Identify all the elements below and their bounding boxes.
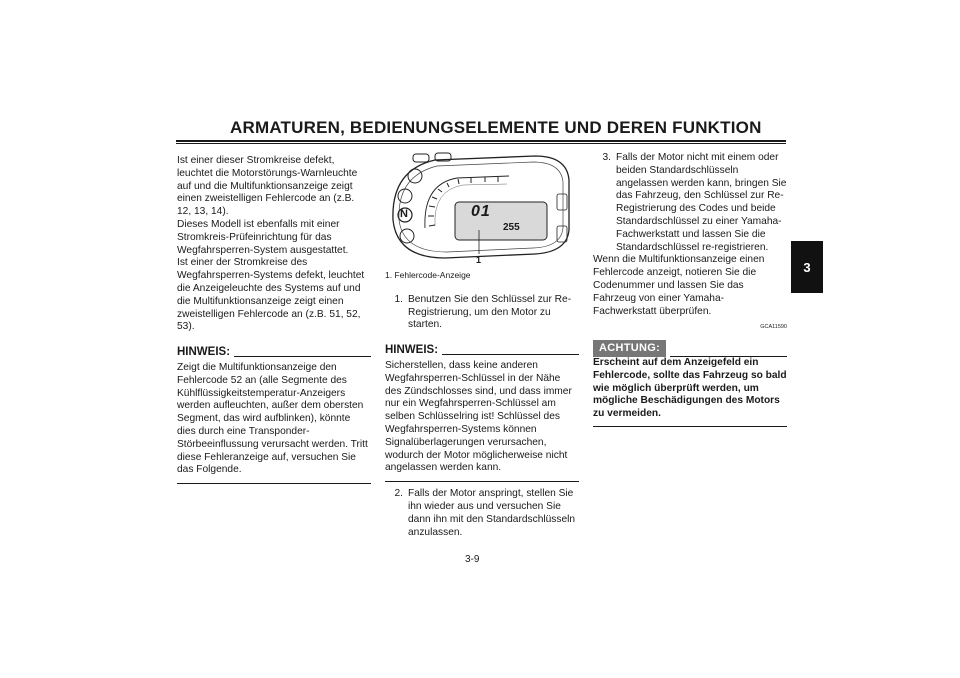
page-title: ARMATUREN, BEDIENUNGSELEMENTE UND DEREN FUNKTION bbox=[230, 118, 762, 137]
instrument-panel-figure bbox=[385, 150, 575, 266]
note-end-rule bbox=[177, 483, 371, 484]
figure-caption: 1. Fehlercode-Anzeige bbox=[385, 270, 471, 280]
step-text: Benutzen Sie den Schlüssel zur Re-Registrierung, um den Motor zu starten. bbox=[408, 293, 572, 331]
paragraph: Ist einer der Stromkreise des Wegfahrsperren-Systems defekt, leuchtet die Anzeigeleuchte des Systems auf und die Multifunktionsanzeige zeigt einen zweistelligen Fehlercode an (z.B. 51, 52, 53). bbox=[177, 257, 365, 333]
error-code-display: 01 bbox=[471, 203, 491, 220]
note-end-rule bbox=[385, 481, 579, 482]
note-text: Zeigt die Multifunktionsanzeige den Fehlercode 52 an (alle Segmente des Kühlflüssigkeitstemperatur-Anzeigers werden aufleuchten, außer dem obersten Segment, das wird aufblinken), könnte dies durch eine Transponder-Störbeeinflussung verursacht werden. Tritt diese Fehleranzeige auf, versuchen Sie das Folgende. bbox=[177, 361, 368, 476]
step-2 bbox=[385, 488, 579, 539]
heading-rule bbox=[442, 354, 579, 355]
chapter-tab: 3 bbox=[791, 241, 823, 293]
step-1 bbox=[385, 294, 579, 332]
column-1 bbox=[177, 155, 371, 490]
page-number: 3-9 bbox=[465, 554, 480, 565]
caution-heading bbox=[593, 340, 787, 357]
caution-end-rule bbox=[593, 426, 787, 427]
step-number: 1. bbox=[394, 293, 403, 305]
title-rule-thin bbox=[176, 143, 786, 144]
column-2 bbox=[385, 150, 579, 539]
odometer-display: 255 bbox=[503, 222, 520, 233]
note-heading-label: HINWEIS: bbox=[385, 344, 439, 357]
paragraph: Dieses Modell ist ebenfalls mit einer Stromkreis-Prüfeinrichtung für das Wegfahrsperren-System ausgestattet. bbox=[177, 218, 349, 256]
heading-rule bbox=[234, 356, 371, 357]
caution-text: Erscheint auf dem Anzeigefeld ein Fehlercode, sollte das Fahrzeug so bald wie möglich überprüft werden, um mögliche Beschädigungen des Motors zu vermeiden. bbox=[593, 356, 787, 420]
note-text: Sicherstellen, dass keine anderen Wegfahrsperren-Schlüssel in der Nähe des Zündschlosses sind, und dass immer nur ein Wegfahrsperren-Schlüssel am selben Schlüsselring ist! Schlüssel des Wegfahrsperren-Systems können Signalüberlagerungen verursachen, wodurch der Motor möglicherweise nicht angelassen werden kann. bbox=[385, 359, 572, 474]
step-number: 3. bbox=[602, 152, 611, 163]
step-text: Falls der Motor anspringt, stellen Sie ihn wieder aus und versuchen Sie dann ihn mit den Standardschlüsseln anzulassen. bbox=[408, 488, 576, 538]
note-heading bbox=[177, 346, 371, 359]
neutral-indicator: N bbox=[400, 208, 408, 220]
title-rule bbox=[176, 140, 786, 142]
step-number: 2. bbox=[394, 488, 403, 500]
note-heading bbox=[385, 344, 579, 357]
paragraph: Ist einer dieser Stromkreise defekt, leuchtet die Motorstörungs-Warnleuchte auf und die Multifunktionsanzeige zeigt einen zweistelligen Fehlercode an (z.B. 12, 13, 14). bbox=[177, 155, 358, 218]
step-text: Falls der Motor nicht mit einem oder beiden Standardschlüsseln angelassen werden kann, bringen Sie das Fahrzeug, den Schlüssel zur Re-Registrierung des Codes und beide Standardschlüssel zu einer Yamaha-Fachwerkstatt und lassen Sie die Standardschlüssel re-registrieren. bbox=[616, 152, 787, 253]
callout-number: 1 bbox=[476, 255, 482, 265]
column-3 bbox=[593, 152, 787, 427]
caution-code: GCA11590 bbox=[760, 324, 787, 331]
step-3 bbox=[593, 152, 787, 254]
paragraph: Wenn die Multifunktionsanzeige einen Fehlercode anzeigt, notieren Sie die Codenummer und lassen Sie das Fahrzeug von einer Yamaha-Fachwerkstatt überprüfen. bbox=[593, 254, 765, 317]
note-heading-label: HINWEIS: bbox=[177, 346, 231, 359]
caution-badge: ACHTUNG: bbox=[593, 340, 666, 357]
